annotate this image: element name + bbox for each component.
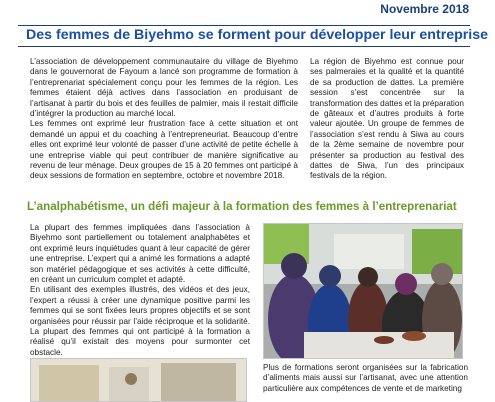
training-photo-illustration	[264, 224, 462, 358]
article-paragraph: Les femmes ont exprimé leur frustration face à cette situation et ont demandé un appui et du coaching à l’entrepreneuriat. Beaucoup d’entre elles ont exprimé leur volonté de passer d’une activité de petite échelle à une entreprise viable qui peut contribuer de manière significative au revenu de leur ménage. Deux groupes de 15 à 20 femmes ont participé à deux sessions de formation en septembre, octobre et novembre 2018.	[30, 119, 298, 181]
section-paragraph: La plupart des femmes impliquées dans l’association à Biyehmo sont partiellement ou totalement analphabètes et ont exprimé leurs inquiétudes quant à leur capacité de gérer une entreprise. L’expert qui a animé les formations a adapté son matériel pédagogique et ses activités à cette difficulté, en créant un curriculum complet et adapté.	[30, 223, 250, 285]
classroom-photo-illustration	[31, 359, 246, 401]
section-left-column	[30, 223, 250, 358]
article-headline-box	[18, 25, 489, 47]
section-paragraph: En utilisant des exemples illustrés, des vidéos et des jeux, l’expert a réussi à créer une dynamique positive parmi les femmes qui se sont fixées leurs propres objectifs et se sont organisées pour réussir par l’aide réciproque et la solidarité. La plupart des femmes qui ont participé à la formation a réalisé qu’il existait des moyens pour surmonter cet obstacle.	[30, 285, 250, 357]
article-right-column	[310, 57, 464, 182]
article-paragraph: La région de Biyehmo est connue pour ses palmeraies et la qualité et la quantité de sa production de dattes. La première session s’est concentrée sur la transformation des dattes et la préparation de gâteaux et d’autres produits à forte valeur ajoutée. Un groupe de femmes de l’association s’est rendu à Siwa au cours de la 2ème semaine de novembre pour présenter sa production au festival des dattes de Siwa, l’un des principaux festivals de la région.	[310, 57, 464, 181]
article-paragraph: L’association de développement communautaire du village de Biyehmo dans le gouvernorat de Fayoum a lancé son programme de formation à l’entreprenariat spécialement conçu pour les femmes de la région. Les femmes étaient déjà actives dans l’association en produisant de l’artisanat à partir du bois et des feuilles de palmier, mais il restait difficile d’intégrer la production au marché local.	[30, 57, 298, 119]
section-title: L’analphabétisme, un défi majeur à la formation des femmes à l’entreprenariat	[27, 200, 457, 213]
classroom-photo	[30, 358, 247, 402]
article-title: Des femmes de Biyehmo se forment pour développer leur entreprise	[26, 27, 489, 43]
section-paragraph: Plus de formations seront organisées sur la fabrication d’aliments mais aussi sur l’artisanat, avec une attention particulière aux compétences de vente et de marketing	[263, 363, 468, 393]
women-training-photo	[263, 223, 463, 359]
section-closing-column	[263, 363, 468, 394]
article-left-column	[30, 57, 298, 182]
newsletter-date: Novembre 2018	[380, 2, 469, 16]
